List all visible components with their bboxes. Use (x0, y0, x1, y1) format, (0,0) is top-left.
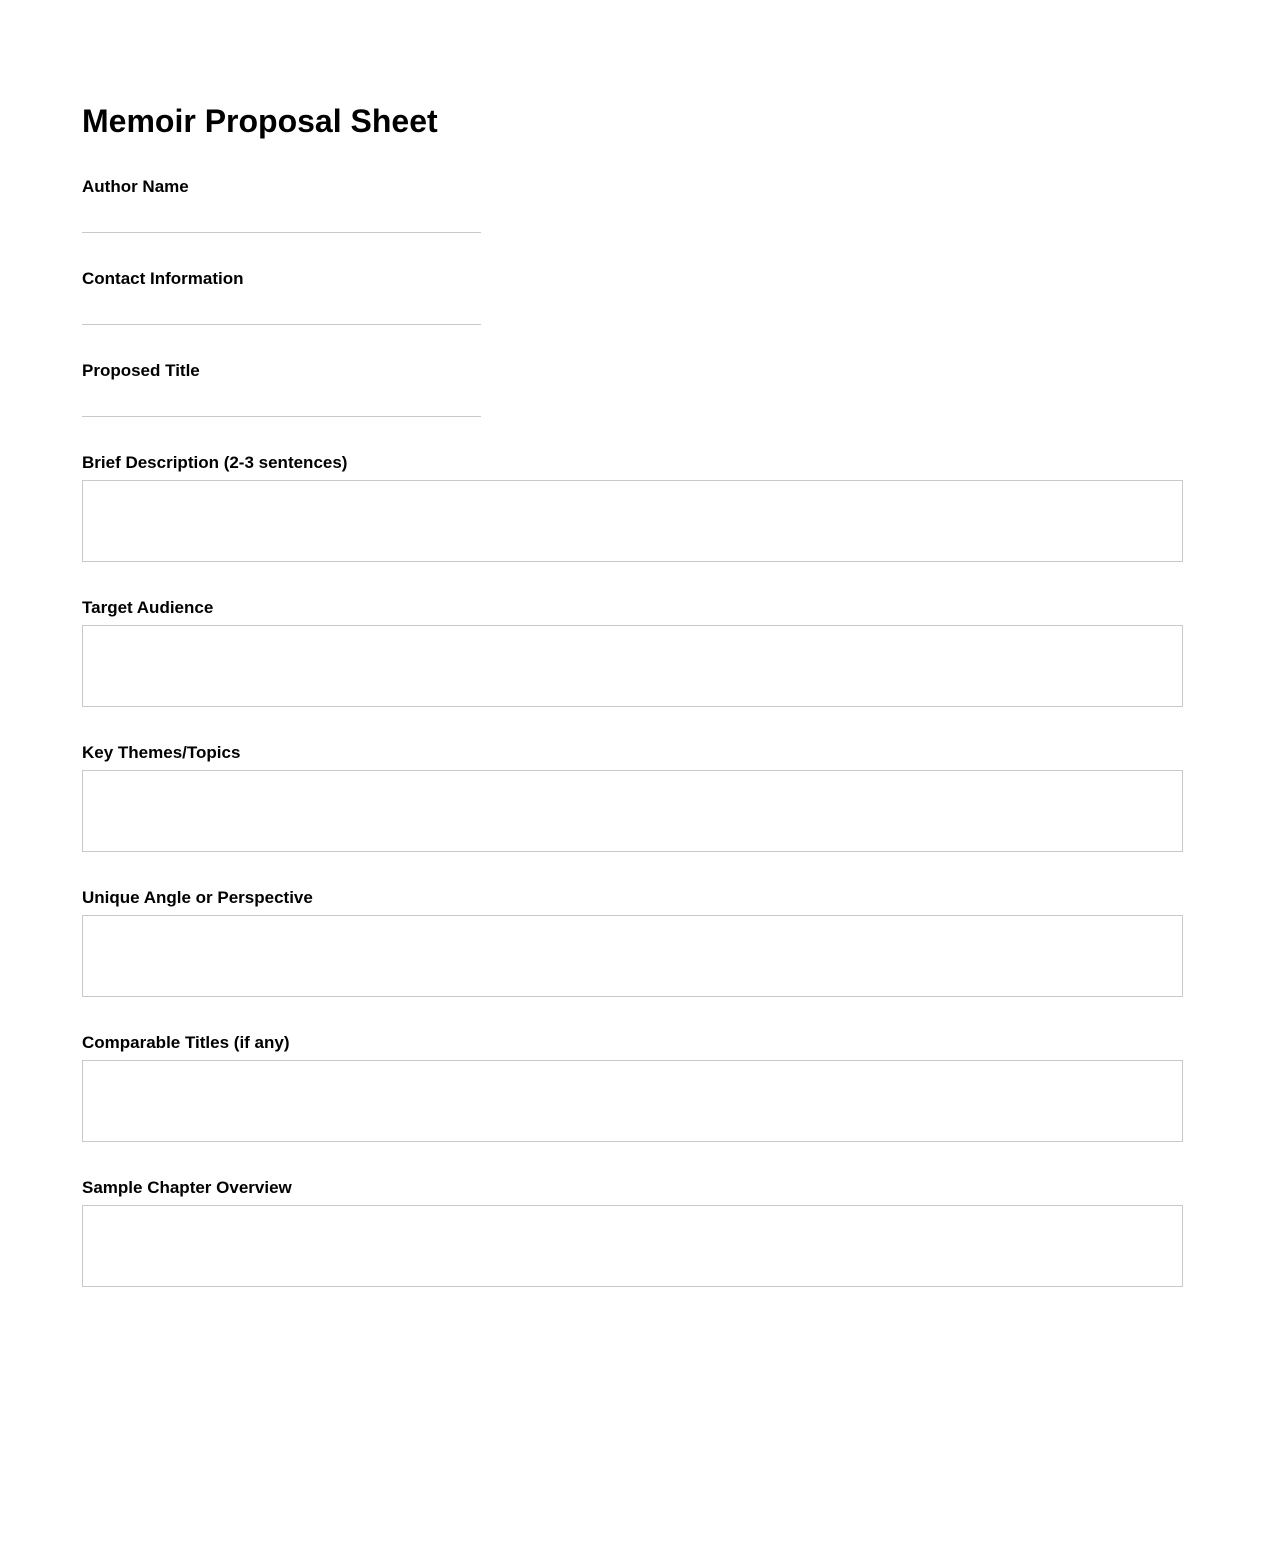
comparable-titles-textarea[interactable] (82, 1060, 1183, 1142)
target-audience-label: Target Audience (82, 598, 214, 617)
target-audience-textarea[interactable] (82, 625, 1183, 707)
key-themes-topics-textarea[interactable] (82, 770, 1183, 852)
field-author-name (82, 177, 1183, 233)
unique-angle-textarea[interactable] (82, 915, 1183, 997)
field-proposed-title (82, 361, 1183, 417)
sample-chapter-textarea[interactable] (82, 1205, 1183, 1287)
comparable-titles-label: Comparable Titles (if any) (82, 1033, 290, 1052)
field-key-themes-topics (82, 743, 1183, 852)
field-sample-chapter (82, 1178, 1183, 1287)
proposed-title-input[interactable] (82, 381, 481, 417)
field-contact-information (82, 269, 1183, 325)
sample-chapter-label: Sample Chapter Overview (82, 1178, 292, 1197)
unique-angle-label: Unique Angle or Perspective (82, 888, 313, 907)
key-themes-topics-label: Key Themes/Topics (82, 743, 241, 762)
field-target-audience (82, 598, 1183, 707)
field-brief-description (82, 453, 1183, 562)
brief-description-label: Brief Description (2-3 sentences) (82, 453, 348, 472)
field-unique-angle (82, 888, 1183, 997)
author-name-input[interactable] (82, 197, 481, 233)
proposed-title-label: Proposed Title (82, 361, 200, 380)
contact-information-input[interactable] (82, 289, 481, 325)
contact-information-label: Contact Information (82, 269, 244, 288)
brief-description-textarea[interactable] (82, 480, 1183, 562)
page-title: Memoir Proposal Sheet (82, 103, 438, 139)
field-comparable-titles (82, 1033, 1183, 1142)
author-name-label: Author Name (82, 177, 189, 196)
